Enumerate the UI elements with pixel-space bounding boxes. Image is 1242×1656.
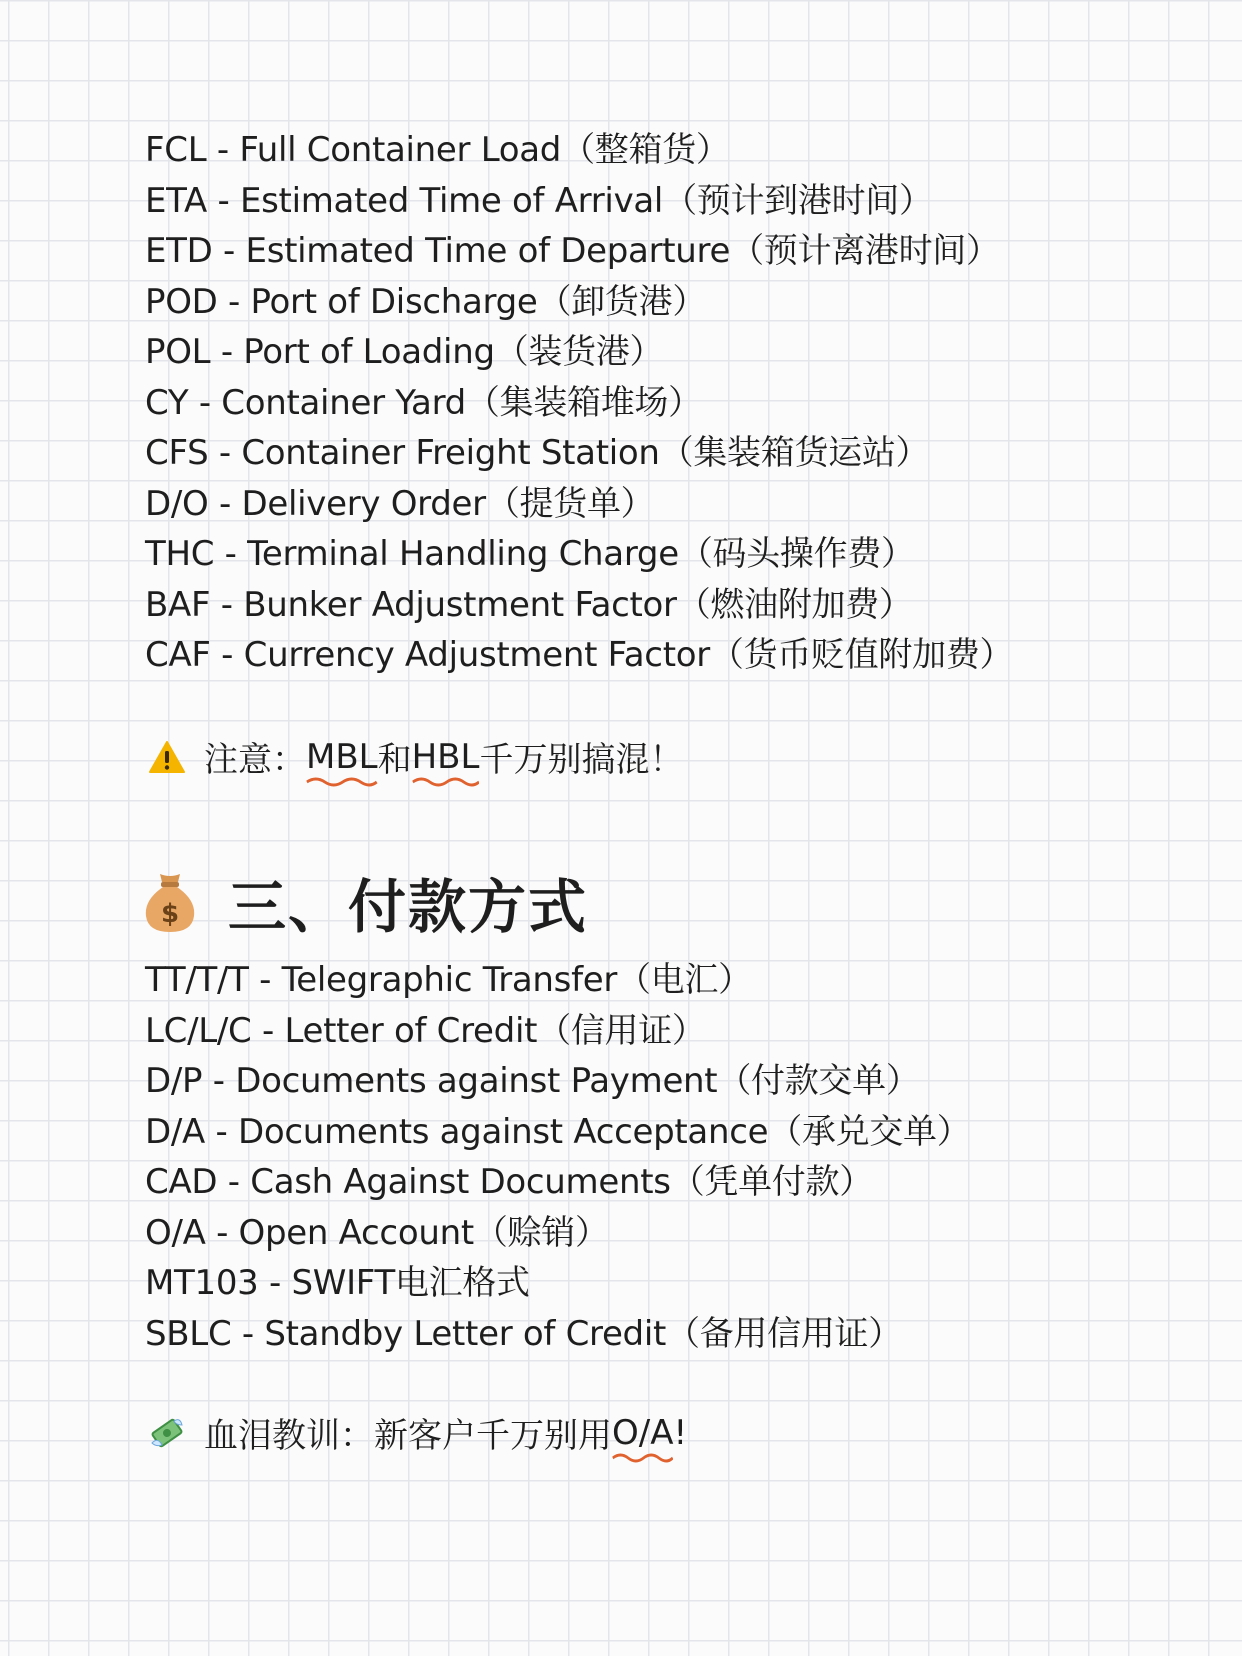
section-title: 三、付款方式	[228, 873, 589, 941]
payment-terms-list	[145, 955, 970, 1359]
term-line: BAF - Bunker Adjustment Factor（燃油附加费）	[145, 584, 913, 625]
term-line: D/P - Documents against Payment（付款交单）	[145, 1061, 920, 1101]
term-line: LC/L/C - Letter of Credit（信用证）	[145, 1010, 706, 1051]
term-mbl: MBL	[306, 737, 378, 777]
section-heading	[142, 860, 588, 944]
lesson-prefix: 血泪教训：新客户千万别用	[204, 1416, 612, 1456]
term-line: CAD - Cash Against Documents（凭单付款）	[145, 1162, 873, 1202]
term-line: ETA - Estimated Time of Arrival（预计到港时间）	[145, 180, 933, 221]
warning-middle: 和	[377, 740, 412, 780]
shipping-terms-list	[145, 125, 1013, 681]
term-line: POD - Port of Discharge（卸货港）	[145, 281, 707, 322]
term-hbl: HBL	[412, 737, 480, 777]
warning-icon	[148, 740, 186, 774]
lesson-suffix: !	[673, 1412, 688, 1453]
term-line: TT/T/T - Telegraphic Transfer（电汇）	[145, 960, 752, 1000]
warning-suffix: 千万别搞混！	[479, 740, 684, 780]
term-line: MT103 - SWIFT电汇格式	[145, 1263, 530, 1303]
term-line: CAF - Currency Adjustment Factor（货币贬值附加费）	[145, 635, 1014, 675]
term-line: FCL - Full Container Load（整箱货）	[145, 130, 730, 170]
term-oa: O/A	[612, 1413, 673, 1453]
money-bag-icon	[142, 870, 198, 934]
term-line: ETD - Estimated Time of Departure（预计离港时间）	[145, 231, 1000, 271]
term-line: CY - Container Yard（集装箱堆场）	[145, 382, 702, 423]
svg-text:$: $	[160, 899, 180, 929]
term-line: D/A - Documents against Acceptance（承兑交单）	[145, 1111, 971, 1152]
warning-prefix: 注意：	[204, 740, 306, 780]
lesson-note	[148, 1408, 687, 1457]
money-with-wings-icon	[148, 1415, 186, 1451]
warning-note	[148, 732, 683, 781]
term-line: POL - Port of Loading（装货港）	[145, 332, 664, 372]
term-line: CFS - Container Freight Station（集装箱货运站）	[145, 433, 930, 473]
term-line: THC - Terminal Handling Charge（码头操作费）	[145, 534, 915, 574]
term-line: SBLC - Standby Letter of Credit（备用信用证）	[145, 1313, 902, 1354]
term-line: D/O - Delivery Order（提货单）	[145, 483, 655, 524]
term-line: O/A - Open Account（赊销）	[145, 1212, 609, 1253]
